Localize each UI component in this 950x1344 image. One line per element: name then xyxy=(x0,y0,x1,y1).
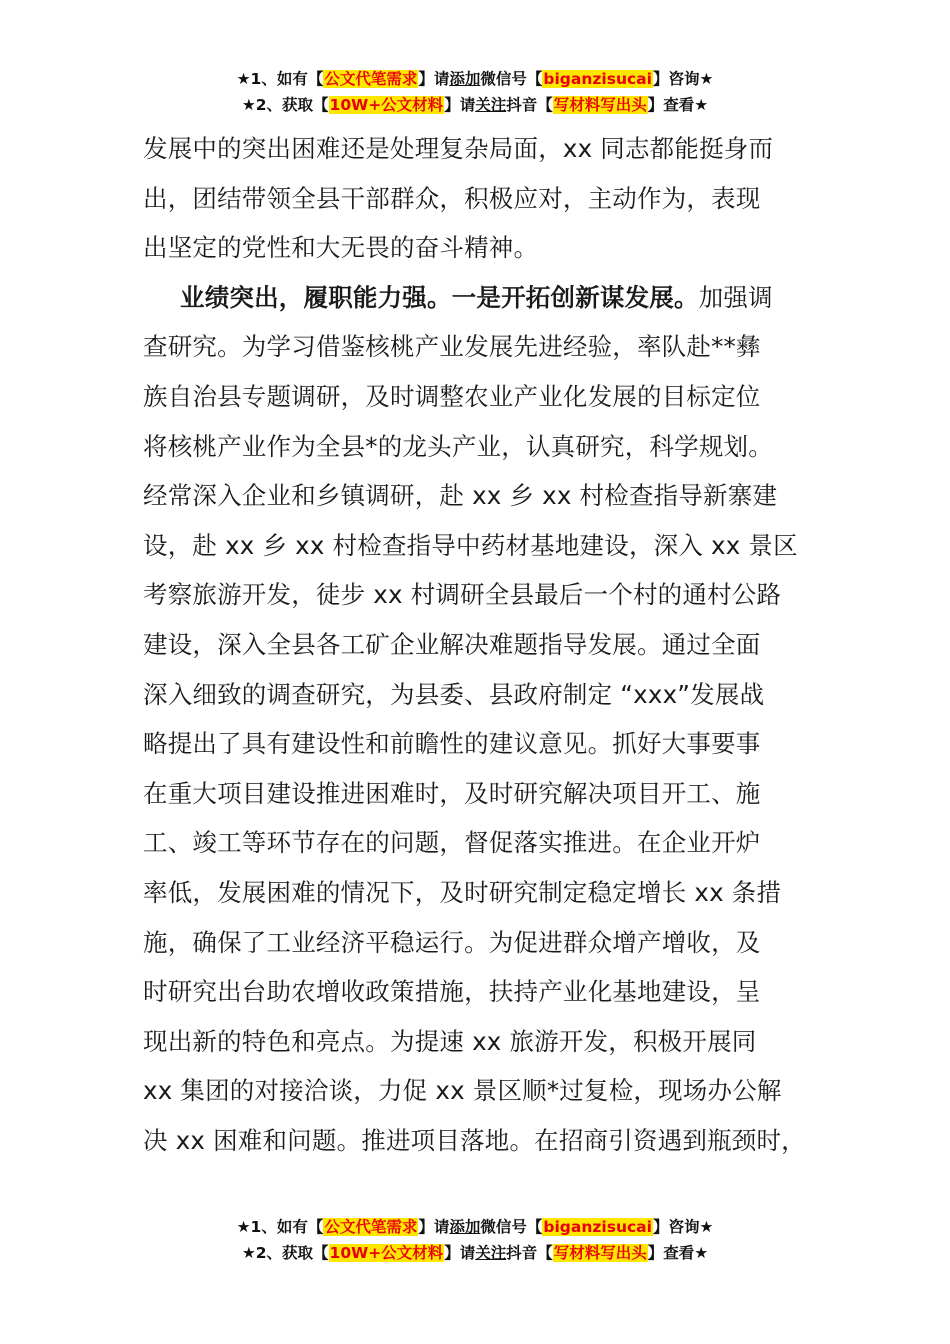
banner-line-2 xyxy=(0,92,950,118)
banner-text: ★1、如有【 xyxy=(236,70,324,88)
banner-text: 】请 xyxy=(444,1244,476,1262)
paragraph-2-first-line xyxy=(143,273,833,323)
banner-text: 】请 xyxy=(418,1218,450,1236)
highlight-douyin-id: 写材料写出头 xyxy=(553,1244,647,1262)
text-line: 发展中的突出困难还是处理复杂局面，xx 同志都能挺身而 xyxy=(143,134,774,163)
text-line: 在重大项目建设推进困难时，及时研究解决项目开工、施 xyxy=(143,778,761,808)
text-line: xx 集团的对接洽谈，力促 xx 景区顺*过复检，现场办公解 xyxy=(143,1076,782,1106)
document-body xyxy=(143,124,833,1165)
text-line: 设，赴 xx 乡 xx 村检查指导中药材基地建设，深入 xx 景区 xyxy=(143,530,798,560)
text-line: 查研究。为学习借鉴核桃产业发展先进经验，率队赴**彝 xyxy=(143,332,761,362)
highlight-service: 公文代笔需求 xyxy=(324,70,418,88)
banner-text: 微信号【 xyxy=(480,1218,543,1236)
paragraph-2 xyxy=(143,273,833,1166)
highlight-wechat-id: biganzisucai xyxy=(543,1218,652,1236)
text-line: 略提出了具有建设性和前瞻性的建议意见。抓好大事要事 xyxy=(143,729,761,759)
paragraph-1 xyxy=(143,124,833,273)
banner-text: ★1、如有【 xyxy=(236,1218,324,1236)
text-line: 决 xx 困难和问题。推进项目落地。在招商引资遇到瓶颈时， xyxy=(143,1125,806,1155)
banner-text: 】查看★ xyxy=(647,1244,709,1262)
banner-underlined: 关注 xyxy=(475,1244,507,1262)
text-run: 加强调 xyxy=(698,282,773,312)
banner-text: 】咨询★ xyxy=(652,70,714,88)
highlight-materials: 10W+公文材料 xyxy=(329,96,444,114)
text-line: 率低，发展困难的情况下，及时研究制定稳定增长 xx 条措 xyxy=(143,877,782,907)
bold-lead: 业绩突出，履职能力强。一是开拓创新谋发展。 xyxy=(180,282,699,312)
banner-text: 】请 xyxy=(418,70,450,88)
banner-text: ★2、获取【 xyxy=(241,1244,329,1262)
text-line: 经常深入企业和乡镇调研，赴 xx 乡 xx 村检查指导新寨建 xyxy=(143,481,778,511)
banner-text: 】咨询★ xyxy=(652,1218,714,1236)
banner-text: ★2、获取【 xyxy=(241,96,329,114)
banner-text: 抖音【 xyxy=(506,96,553,114)
banner-text: 微信号【 xyxy=(480,70,543,88)
banner-text: 】请 xyxy=(444,96,476,114)
text-line: 现出新的特色和亮点。为提速 xx 旅游开发，积极开展同 xyxy=(143,1026,757,1056)
banner-line-2 xyxy=(0,1240,950,1266)
text-line: 出，团结带领全县干部群众，积极应对，主动作为，表现 xyxy=(143,183,761,213)
banner-underlined: 添加 xyxy=(449,70,481,88)
text-line: 工、竣工等环节存在的问题，督促落实推进。在企业开炉 xyxy=(143,828,761,858)
text-line: 将核桃产业作为全县*的龙头产业，认真研究，科学规划。 xyxy=(143,431,773,461)
text-line: 时研究出台助农增收政策措施，扶持产业化基地建设，呈 xyxy=(143,977,761,1007)
text-line: 建设，深入全县各工矿企业解决难题指导发展。通过全面 xyxy=(143,629,761,659)
banner-text: 抖音【 xyxy=(506,1244,553,1262)
banner-underlined: 添加 xyxy=(449,1218,481,1236)
banner-text: 】查看★ xyxy=(647,96,709,114)
highlight-wechat-id: biganzisucai xyxy=(543,70,652,88)
text-line: 出坚定的党性和大无畏的奋斗精神。 xyxy=(143,233,539,263)
banner-line-1 xyxy=(0,1214,950,1240)
text-line: 深入细致的调查研究，为县委、县政府制定 “xxx”发展战 xyxy=(143,679,765,709)
text-line: 施，确保了工业经济平稳运行。为促进群众增产增收，及 xyxy=(143,927,761,957)
header-banner xyxy=(0,66,950,118)
banner-line-1 xyxy=(0,66,950,92)
footer-banner xyxy=(0,1214,950,1266)
highlight-service: 公文代笔需求 xyxy=(324,1218,418,1236)
banner-underlined: 关注 xyxy=(475,96,507,114)
text-line: 考察旅游开发，徒步 xx 村调研全县最后一个村的通村公路 xyxy=(143,580,782,610)
highlight-douyin-id: 写材料写出头 xyxy=(553,96,647,114)
text-line: 族自治县专题调研，及时调整农业产业化发展的目标定位 xyxy=(143,381,761,411)
highlight-materials: 10W+公文材料 xyxy=(329,1244,444,1262)
